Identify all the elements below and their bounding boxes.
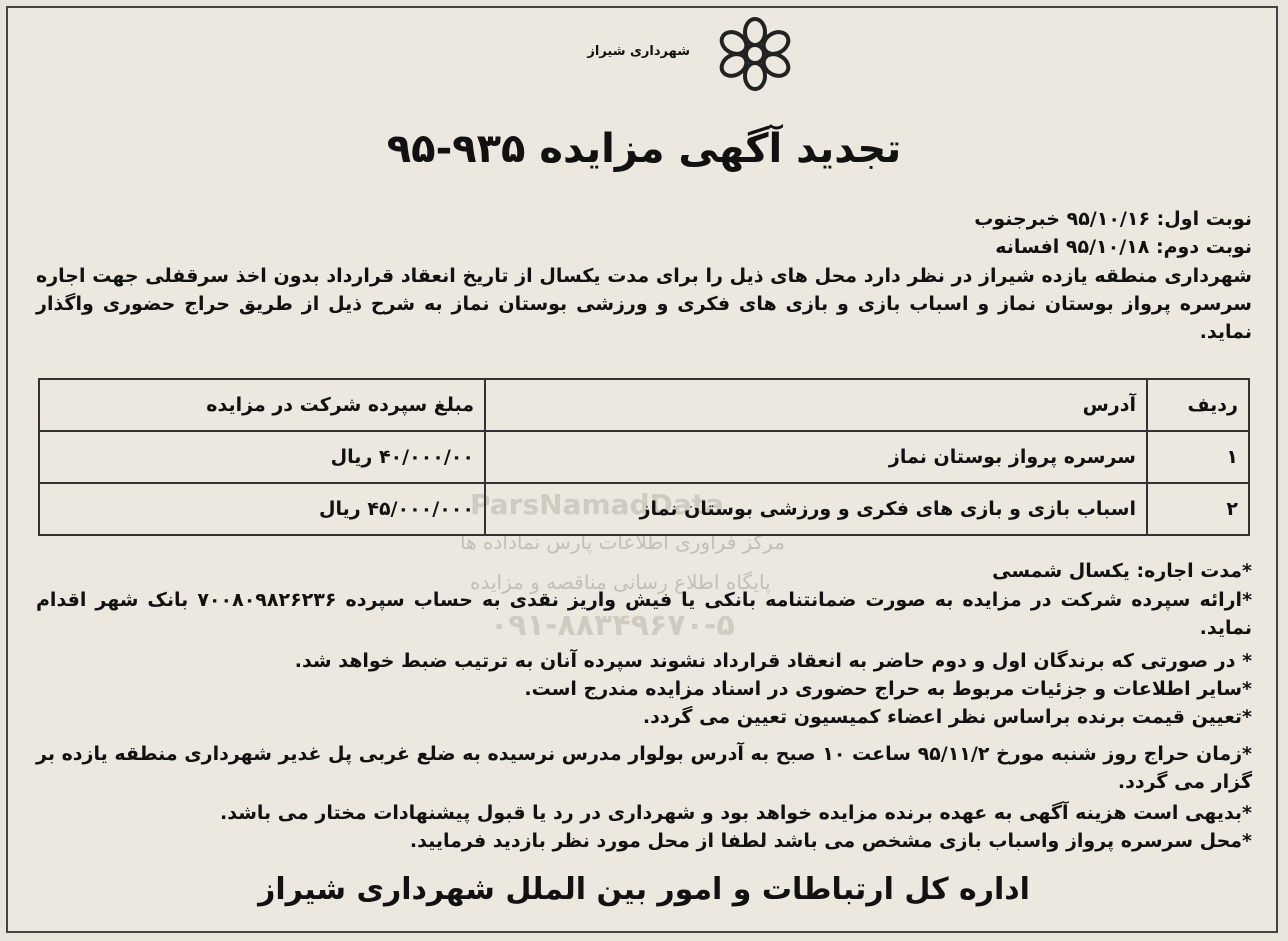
- table-row: [39, 431, 1249, 483]
- footer-issuer: اداره کل ارتباطات و امور بین الملل شهرداری شیراز: [258, 872, 1030, 907]
- header-address: آدرس: [485, 379, 1147, 431]
- row-address: سرسره پرواز بوستان نماز: [485, 431, 1147, 483]
- row-deposit: ۴۵/۰۰۰/۰۰۰ ریال: [39, 483, 485, 535]
- table-row: [39, 483, 1249, 535]
- term-details: *سایر اطلاعات و جزئیات مربوط به حراج حضوری در اسناد مزایده مندرج است.: [524, 678, 1252, 700]
- watermark-line1: مرکز فراوری اطلاعات پارس نماداده ها: [460, 530, 785, 554]
- term-deposit: *ارائه سپرده شرکت در مزایده به صورت ضمانتنامه بانکی یا فیش واریز نقدی به حساب سپرده ۷۰۰۸۰۹۸۲۶۲۳۶ بانک شهر اقدام نماید.: [36, 589, 1253, 639]
- watermark-brand: ParsNamadData: [470, 488, 724, 521]
- org-name: شهرداری شیراز: [587, 44, 690, 59]
- table-header-row: [39, 379, 1249, 431]
- row-deposit: ۴۰/۰۰۰/۰۰ ریال: [39, 431, 485, 483]
- watermark-phone: ۰۹۱-۸۸۳۴۹۶۷۰-۵: [490, 608, 735, 643]
- term-ad-cost: *بدیهی است هزینه آگهی به عهده برنده مزایده خواهد بود و شهرداری در رد یا قبول پیشنهادات مختار می باشد.: [220, 802, 1252, 824]
- row-index: ۲: [1147, 483, 1249, 535]
- row-address: اسباب بازی و بازی های فکری و ورزشی بوستان نماز: [485, 483, 1147, 535]
- header-deposit: مبلغ سپرده شرکت در مزایده: [39, 379, 485, 431]
- term-site-visit: *محل سرسره پرواز واسباب بازی مشخص می باشد لطفا از محل مورد نظر بازدید فرمایید.: [409, 830, 1252, 852]
- first-notice: نوبت اول: ۹۵/۱۰/۱۶ خبرجنوب: [974, 208, 1252, 230]
- watermark-line2: پایگاه اطلاع رسانی مناقصه و مزایده: [470, 570, 771, 594]
- term-lease-duration: *مدت اجاره: یکسال شمسی: [992, 560, 1252, 582]
- shiraz-municipality-logo: [700, 14, 810, 94]
- second-notice: نوبت دوم: ۹۵/۱۰/۱۸ افسانه: [995, 236, 1252, 258]
- term-price: *تعیین قیمت برنده براساس نظر اعضاء کمیسیون تعیین می گردد.: [642, 706, 1252, 728]
- row-index: ۱: [1147, 431, 1249, 483]
- notice-title: تجدید آگهی مزایده ۹۳۵-۹۵: [386, 126, 902, 172]
- header-index: ردیف: [1147, 379, 1249, 431]
- term-winners: * در صورتی که برندگان اول و دوم حاضر به انعقاد قرارداد نشوند سپرده آنان به ترتیب ضبط خواهد شد.: [294, 650, 1252, 672]
- term-auction-time: *زمان حراج روز شنبه مورخ ۹۵/۱۱/۲ ساعت ۱۰ صبح به آدرس بولوار مدرس نرسیده به ضلع غربی پل غدیر شهرداری منطقه یازده بر گزار می گردد.: [36, 743, 1252, 793]
- intro-paragraph: شهرداری منطقه یازده شیراز در نظر دارد محل های ذیل را برای مدت یکسال از تاریخ انعقاد قرارداد بدون اخذ سرقفلی جهت اجاره سرسره پرواز بوستان نماز و اسباب بازی و بازی های فکری و ورزشی بوستان نماز به شرح ذیل از طریق حراج حضوری واگذار نماید.: [36, 265, 1252, 343]
- auction-table: [38, 378, 1250, 536]
